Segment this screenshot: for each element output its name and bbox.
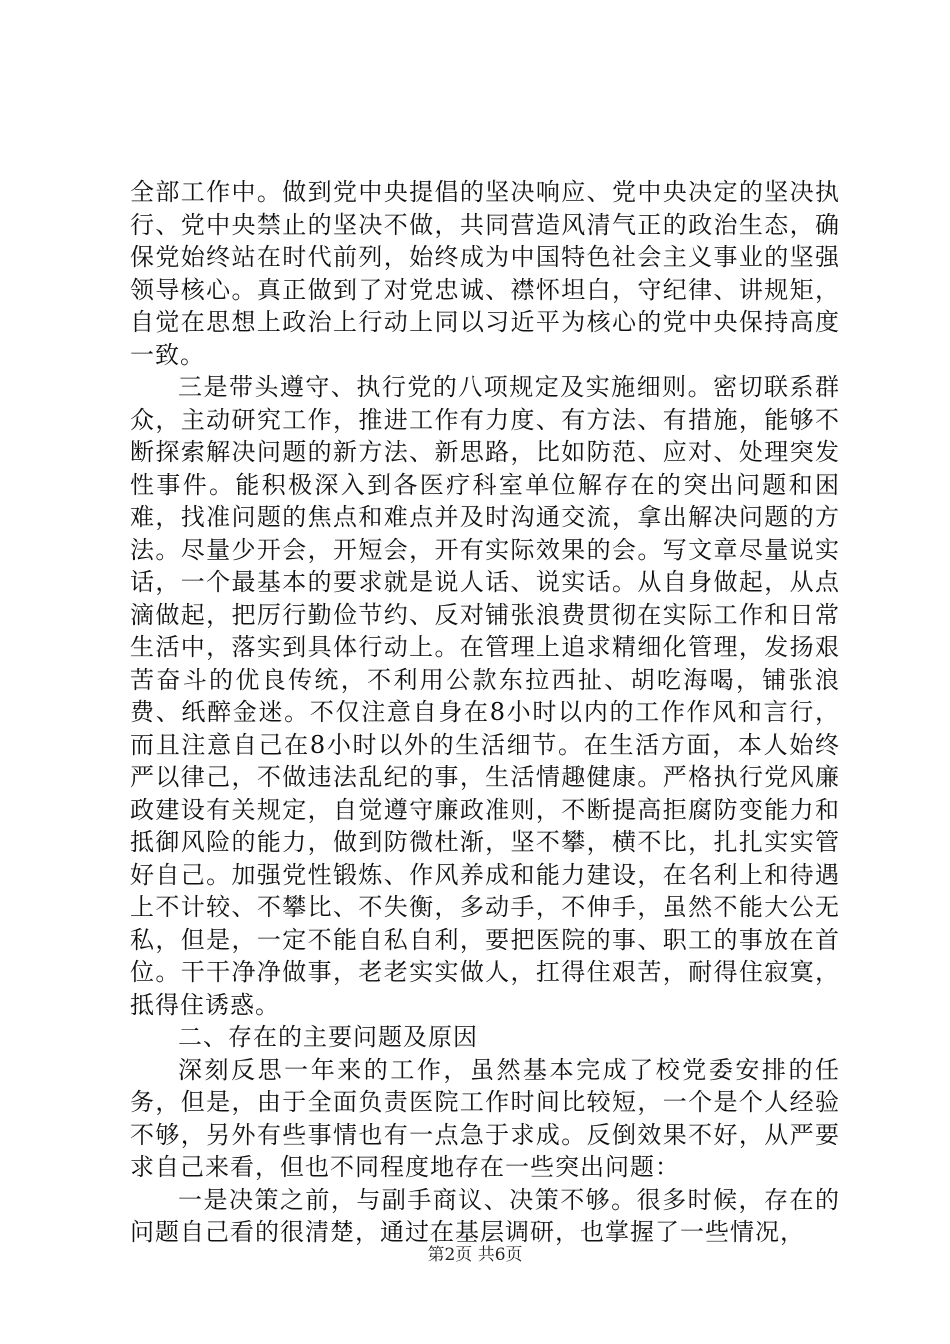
document-body bbox=[130, 176, 840, 1249]
section-heading-problems: 二、存在的主要问题及原因 bbox=[178, 1023, 478, 1051]
paragraph-item-one: 一是决策之前，与副手商议、决策不够。很多时候，存在的问题自己看的很清楚，通过在基层调研，也掌握了一些情况， bbox=[130, 1185, 840, 1246]
paragraph-continuation: 全部工作中。做到党中央提倡的坚决响应、党中央决定的坚决执行、党中央禁止的坚决不做，共同营造风清气正的政治生态，确保党始终站在时代前列，始终成为中国特色社会主义事业的坚强领导核心。真正做到了对党忠诚、襟怀坦白，守纪律、讲规矩，自觉在思想上政治上行动上同以习近平为核心的党中央保持高度一致。 bbox=[130, 178, 840, 369]
page-footer: 第2页 共6页 bbox=[427, 1245, 523, 1265]
paragraph-reflection: 深刻反思一年来的工作，虽然基本完成了校党委安排的任务，但是，由于全面负责医院工作时间比较短，一个是个人经验不够，另外有些事情也有一点急于求成。反倒效果不好，从严要求自己来看，但也不同程度地存在一些突出问题： bbox=[130, 1055, 840, 1181]
paragraph-item-three: 三是带头遵守、执行党的八项规定及实施细则。密切联系群众，主动研究工作，推进工作有力度、有方法、有措施，能够不断探索解决问题的新方法、新思路，比如防范、应对、处理突发性事件。能积极深入到各医疗科室单位解存在的突出问题和困难，找准问题的焦点和难点并及时沟通交流，拿出解决问题的方法。尽量少开会，开短会，开有实际效果的会。写文章尽量说实话，一个最基本的要求就是说人话、说实话。从自身做起，从点滴做起，把厉行勤俭节约、反对铺张浪费贯彻在实际工作和日常生活中，落实到具体行动上。在管理上追求精细化管理，发扬艰苦奋斗的优良传统，不利用公款东拉西扯、胡吃海喝，铺张浪费、纸醉金迷。不仅注意自身在8小时以内的工作作风和言行，而且注意自己在8小时以外的生活细节。在生活方面，本人始终严以律己，不做违法乱纪的事，生活情趣健康。严格执行党风廉政建设有关规定，自觉遵守廉政准则，不断提高拒腐防变能力和抵御风险的能力，做到防微杜渐，坚不攀，横不比，扎扎实实管好自己。加强党性锻炼、作风养成和能力建设，在名利上和待遇上不计较、不攀比、不失衡，多动手，不伸手，虽然不能大公无私，但是，一定不能自私自利，要把医院的事、职工的事放在首位。干干净净做事，老老实实做人，扛得住艰苦，耐得住寂寞，抵得住诱惑。 bbox=[130, 373, 840, 1019]
